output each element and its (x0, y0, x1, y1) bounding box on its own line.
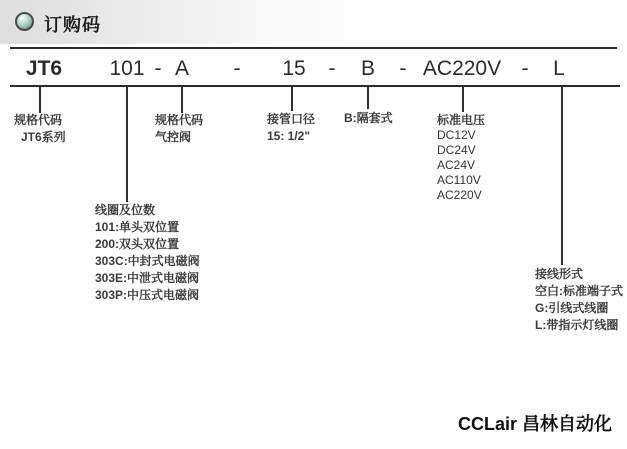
code-dash: - (521, 57, 529, 80)
code-dash: - (328, 57, 336, 80)
connector-line-coil (126, 86, 128, 202)
brand-logo-text: CCLair 昌林自动化 (457, 414, 612, 434)
callout-line: 303E:中泄式电磁阀 (95, 271, 200, 285)
code-segment-spec: A (174, 57, 190, 80)
code-segment-coil: 101 (109, 57, 145, 80)
callout-pilot (155, 112, 203, 146)
code-segment-voltage: AC220V (422, 57, 502, 80)
callout-coil (95, 202, 200, 304)
callout-line: 303C:中封式电磁阀 (95, 254, 200, 268)
callout-line: L:带指示灯线圈 (535, 318, 619, 332)
callout-line: 200:双头双位置 (95, 237, 180, 251)
code-segment-port: 15 (282, 57, 306, 80)
callout-line: 101:单头双位置 (95, 220, 180, 234)
connector-line-voltage (462, 86, 464, 112)
callout-line: G:引线式线圈 (535, 301, 609, 315)
callout-series (14, 112, 66, 146)
code-dash: - (233, 57, 241, 80)
callout-sleeve (344, 110, 393, 127)
callout-voltage (437, 113, 485, 203)
code-dash: - (154, 57, 162, 80)
callout-line: AC220V (437, 188, 482, 202)
callout-line: DC12V (437, 128, 476, 142)
connector-line-port (291, 86, 293, 111)
callout-line: 规格代码 (14, 113, 63, 127)
callout-port (267, 111, 315, 145)
callout-line: 气控阀 (155, 130, 192, 144)
code-segment-wiring: L (553, 57, 565, 80)
callout-line: AC24V (437, 158, 476, 172)
sphere-bullet-icon (15, 12, 34, 31)
callout-baseline (10, 85, 620, 87)
callout-line: 接线形式 (535, 267, 584, 281)
callout-line: 标准电压 (437, 113, 486, 127)
callout-line: B:隔套式 (344, 111, 393, 125)
callout-line: JT6系列 (21, 130, 66, 144)
callout-line: AC110V (437, 173, 481, 187)
callout-line: 15: 1/2" (267, 129, 311, 143)
code-dash: - (399, 57, 407, 80)
code-segment-sleeve: B (360, 57, 376, 80)
callout-wiring (535, 266, 623, 334)
section-header (0, 0, 627, 44)
connector-line-spec (181, 86, 183, 113)
connector-line-wiring (561, 86, 563, 265)
header-divider (10, 47, 617, 49)
callout-line: 接管口径 (267, 112, 316, 126)
callout-line: 303P:中压式电磁阀 (95, 288, 200, 302)
connector-line-sleeve (367, 86, 369, 109)
callout-line: DC24V (437, 143, 476, 157)
code-segment-series: JT6 (25, 57, 63, 80)
section-title: 订购码 (44, 15, 101, 35)
connector-line-series (39, 86, 41, 113)
callout-line: 空白:标准端子式 (535, 284, 623, 298)
callout-line: 线圈及位数 (95, 203, 156, 217)
callout-line: 规格代码 (155, 113, 204, 127)
